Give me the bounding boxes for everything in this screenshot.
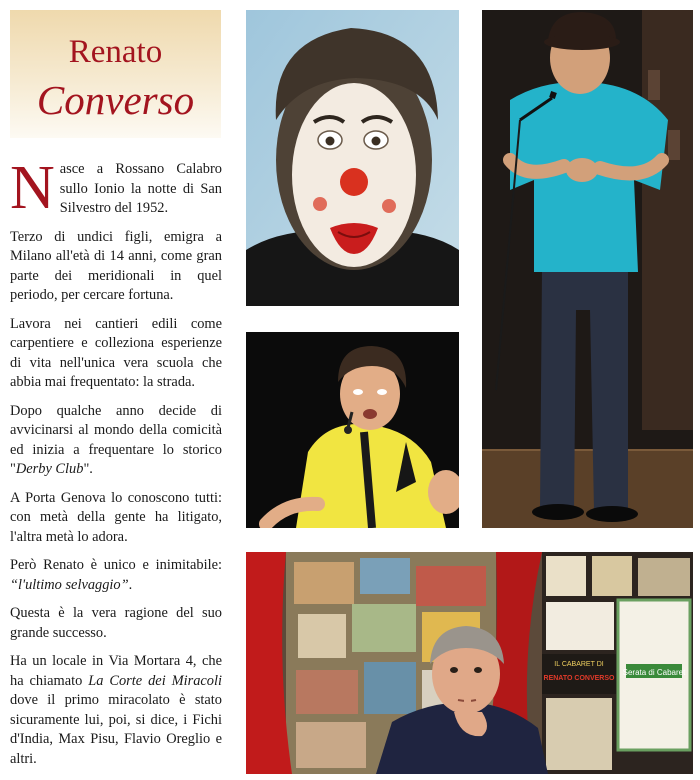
stage-microphone-photo (482, 10, 693, 528)
bio-text: Però Renato è unico e inimitabile: (10, 557, 222, 573)
clown-portrait-photo (246, 10, 459, 306)
yellow-shirt-performance-photo (246, 332, 459, 528)
bio-paragraph-6 (10, 556, 222, 595)
bio-text: Dopo qualche anno decide di avvicinarsi al mondo della comicità ed inizia a frequentare lo storico " (10, 402, 222, 477)
title-last-name: Converso (36, 77, 195, 123)
bio-paragraph-5: A Porta Genova lo conoscono tutti: con metà della gente ha litigato, l'altra metà lo adora. (10, 489, 222, 545)
poster-sign-text: Serata di Cabaret (622, 668, 686, 677)
bio-text: Ha un locale in Via Mortara 4, che ha chiamato (10, 653, 222, 689)
bio-paragraph-4 (10, 402, 222, 480)
ultimo-selvaggio-italic: “l'ultimo selvaggio” (10, 576, 129, 593)
bio-paragraph-3: Lavora nei cantieri edili come carpentiere e colleziona esperienze di vita nell'unica vera scuola che abbia mai frequentato: la strada. (10, 315, 222, 390)
bio-text: asce a Rossano Calabro sullo Ionio la notte di San Silvestro del 1952. (59, 161, 222, 216)
corte-dei-miracoli-photo (246, 552, 693, 774)
title-first-name: Renato (68, 34, 163, 70)
title-box (10, 10, 221, 138)
bio-paragraph-7: Questa è la vera ragione del suo grande successo. (10, 605, 222, 641)
bio-paragraph-8 (10, 652, 222, 769)
biography-text (10, 154, 222, 778)
bio-text: dove il primo miracolato è stato sicuramente lui, poi, si dice, i Fichi d'India, Max Pisu, Flavio Oreglio e altri. (10, 692, 222, 767)
poster-name-text: RENATO CONVERSO (543, 675, 615, 682)
corte-dei-miracoli-italic: La Corte dei Miracoli (88, 672, 222, 689)
bio-paragraph-1 (10, 154, 222, 222)
bio-paragraph-2: Terzo di undici figli, emigra a Milano all'età di 14 anni, come gran parte dei meridionali in quel periodo, per cercare fortuna. (10, 228, 222, 303)
bio-text: . (128, 576, 133, 593)
bio-text: ". (83, 461, 93, 477)
drop-cap: N (10, 154, 55, 222)
poster-heading-text: IL CABARET DI (554, 661, 604, 668)
derby-club-italic: Derby Club (15, 461, 84, 477)
